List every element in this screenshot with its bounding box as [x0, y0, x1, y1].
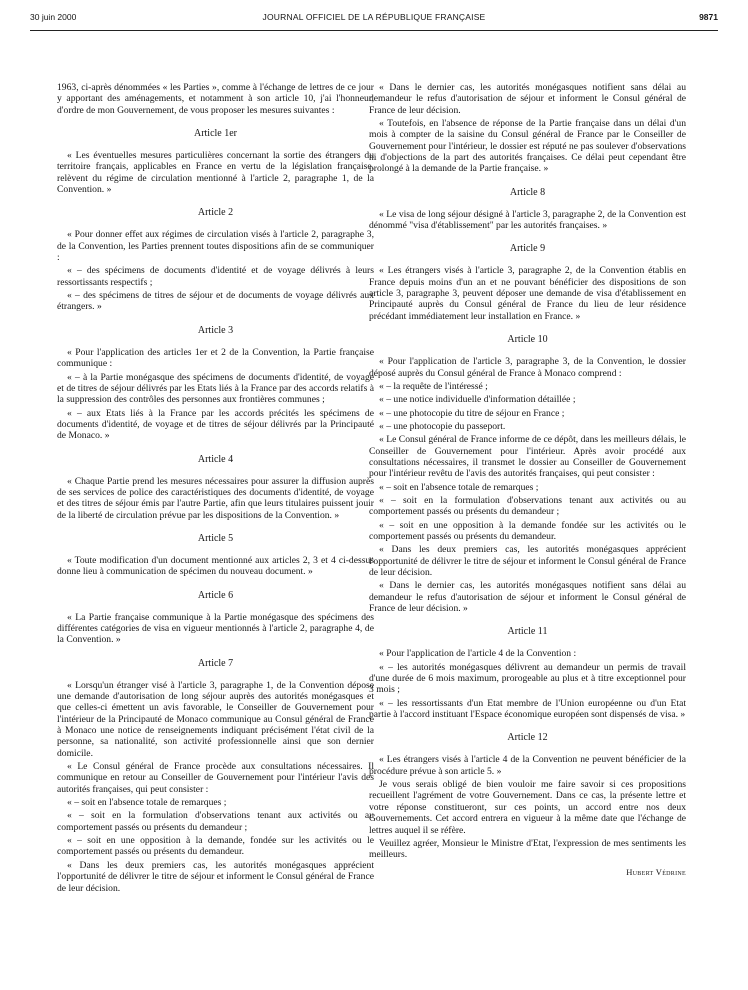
- paragraph: Veuillez agréer, Monsieur le Ministre d'Etat, l'expression de mes sentiments les meilleurs.: [369, 837, 686, 861]
- article-heading: Article 12: [507, 732, 548, 744]
- article-heading: Article 2: [197, 207, 234, 219]
- paragraph: « – soit en l'absence totale de remarques ;: [379, 481, 539, 493]
- article-heading: Article 4: [197, 453, 234, 465]
- paragraph: « Le Consul général de France procède aux consultations nécessaires. Il communique en retour au Conseiller de Gouvernement pour l'intérieur l'avis des autorités françaises, qui peut consister :: [57, 761, 374, 795]
- paragraph: « – des spécimens de titres de séjour et de documents de voyage délivrés aux étrangers. »: [57, 290, 374, 313]
- paragraph: « La Partie française communique à la Partie monégasque des spécimens des différentes catégories de visa en vigueur mentionnés à l'article 2, paragraphe 4, de la Convention. »: [57, 611, 374, 646]
- paragraph: « Dans le dernier cas, les autorités monégasques notifient sans délai au demandeur le refus d'autorisation de séjour et informent le Consul général de France de leur décision. »: [369, 580, 686, 615]
- paragraph: « Dans les deux premiers cas, les autorités monégasques apprécient l'opportunité de délivrer le titre de séjour et informent le Consul général de France de leur décision.: [369, 544, 686, 578]
- article-heading: Article 8: [509, 186, 546, 198]
- paragraph: « – la requête de l'intéressé ;: [379, 380, 488, 392]
- article-heading: Article 1er: [193, 128, 238, 140]
- paragraph: « – soit en la formulation d'observations tenant aux activités ou au comportement passés ou présents du demandeur ;: [369, 494, 686, 518]
- paragraph: « – les autorités monégasques délivrent au demandeur un permis de travail d'une durée de 6 mois maximum, prorogeable au plus et à titre exceptionnel pour 3 mois ;: [369, 661, 686, 696]
- signature: Hubert Védrine: [626, 866, 686, 877]
- right-column: [369, 82, 686, 878]
- paragraph: « Lorsqu'un étranger visé à l'article 3, paragraphe 1, de la Convention dépose une demande d'autorisation de long séjour auprès des autorités monégasques et que celles-ci émettent un avis favorable, le Conseiller de Gouvernement pour l'intérieur de la Principauté de Monaco communique au Consul général de France à Monaco une notice de renseignements indiquant précisément l'état civil de la personne, sa nationalité, son activité professionnelle ainsi que son dernier domicile.: [57, 679, 374, 759]
- paragraph: « – des spécimens de documents d'identité et de voyage délivrés à leurs ressortissants respectifs ;: [57, 265, 374, 288]
- paragraph: « – une photocopie du passeport.: [379, 420, 506, 432]
- paragraph: « Toute modification d'un document mentionné aux articles 2, 3 et 4 ci-dessus donne lieu à communication de spécimen du nouveau document. »: [57, 554, 374, 578]
- paragraph: « – aux Etats liés à la France par les accords précités les spécimens de documents d'identité, de voyage et de titres de séjour délivrés par la Principauté de Monaco. »: [57, 407, 374, 442]
- page-header: [30, 12, 718, 26]
- header-rule: [30, 30, 718, 31]
- article-heading: Article 10: [507, 334, 548, 346]
- header-journal-title: JOURNAL OFFICIEL DE LA RÉPUBLIQUE FRANÇAISE: [262, 12, 486, 22]
- article-heading: Article 5: [197, 532, 234, 544]
- article-heading: Article 6: [197, 589, 234, 601]
- paragraph: « – une photocopie du titre de séjour en France ;: [379, 407, 565, 419]
- paragraph: 1963, ci-après dénommées « les Parties », comme à l'échange de lettres de ce jour y apportant des aménagements, et notamment à son article 10, j'ai l'honneur, d'ordre de mon Gouvernement, de vous proposer les mesures suivantes :: [57, 82, 374, 116]
- paragraph: « Les étrangers visés à l'article 3, paragraphe 2, de la Convention établis en France depuis moins d'un an et ne pouvant bénéficier des dispositions de son article 3, paragraphe 3, peuvent déposer une demande de visa d'établissement en Principauté auprès du Consul général de France du lieu de leur résidence précédant immédiatement leur installation en France. »: [369, 265, 686, 322]
- paragraph: « Chaque Partie prend les mesures nécessaires pour assurer la diffusion auprès de ses services de police des caractéristiques des documents d'identité, de voyage et des titres de séjour émis par l'autre Partie, afin que leurs titulaires puissent jouir de la liberté de circulation prévue par les dispositions de la Convention. »: [57, 475, 374, 521]
- article-heading: Article 11: [507, 626, 548, 638]
- article-heading: Article 3: [197, 324, 234, 336]
- paragraph: « Le Consul général de France informe de ce dépôt, dans les meilleurs délais, le Conseiller de Gouvernement pour l'intérieur. Après avoir procédé aux consultations nécessaires, il transmet le dossier au Conseiller de Gouvernement pour l'intérieur revêtu de l'avis des autorités françaises, qui peut consister :: [369, 434, 686, 480]
- paragraph: « – à la Partie monégasque des spécimens de documents d'identité, de voyage et de titres de séjour délivrés par les Etats liés à la France par des accords relatifs à la suppression des contrôles des personnes aux frontières communes ;: [57, 371, 374, 406]
- paragraph: « – les ressortissants d'un Etat membre de l'Union européenne ou d'un Etat partie à l'accord instituant l'Espace économique européen sont dispensés de visa. »: [369, 697, 686, 721]
- paragraph: « Pour l'application de l'article 4 de la Convention :: [379, 648, 577, 660]
- paragraph: « Pour l'application de l'article 3, paragraphe 3, de la Convention, le dossier déposé auprès du Consul général de France à Monaco comprend :: [369, 356, 686, 379]
- header-page-number: 9871: [699, 12, 718, 22]
- paragraph: « Dans les deux premiers cas, les autorités monégasques apprécient l'opportunité de délivrer le titre de séjour et informent le Consul général de France de leur décision.: [57, 859, 374, 894]
- paragraph: « Dans le dernier cas, les autorités monégasques notifient sans délai au demandeur le refus d'autorisation de séjour et informent le Consul général de France de leur décision.: [369, 82, 686, 116]
- left-column: [57, 82, 374, 896]
- paragraph: Je vous serais obligé de bien vouloir me faire savoir si ces propositions recueillent l'agrément de votre Gouvernement. Dans ce cas, la présente lettre et votre réponse constitueront, sur ces points, un accord entre nos deux Gouvernements. Cet accord entrera en vigueur à la même date que l'échange de lettres auquel il se réfère.: [369, 779, 686, 836]
- paragraph: « – soit en une opposition à la demande, fondée sur les activités ou le comportement passés ou présents du demandeur.: [57, 835, 374, 858]
- article-heading: Article 9: [509, 243, 546, 255]
- paragraph: « Le visa de long séjour désigné à l'article 3, paragraphe 2, de la Convention est dénommé "visa d'établissement" par les autorités françaises. »: [369, 208, 686, 232]
- paragraph: « – soit en la formulation d'observations tenant aux activités ou au comportement passés ou présents du demandeur ;: [57, 810, 374, 833]
- article-heading: Article 7: [197, 657, 234, 669]
- header-date: 30 juin 2000: [30, 12, 77, 22]
- paragraph: « Pour l'application des articles 1er et 2 de la Convention, la Partie française communique :: [57, 346, 374, 370]
- paragraph: « Les éventuelles mesures particulières concernant la sortie des étrangers du territoire français, applicables en France en vertu de la législation française, relèvent du régime de circulation mentionné à l'article 2, paragraphe 1, de la Convention. »: [57, 150, 374, 196]
- paragraph: « Toutefois, en l'absence de réponse de la Partie française dans un délai d'un mois à compter de la saisine du Consul général de France par le Conseiller de Gouvernement pour l'intérieur, le dossier est réputé ne pas soulever d'observations ni d'objections de la part des autorités françaises. Ce délai peut cependant être prolongé à la demande de la Partie française. »: [369, 118, 686, 175]
- paragraph: « Pour donner effet aux régimes de circulation visés à l'article 2, paragraphe 3, de la Convention, les Parties prennent toutes dispositions afin de se communiquer :: [57, 229, 374, 264]
- paragraph: « – une notice individuelle d'information détaillée ;: [379, 394, 576, 406]
- paragraph: « – soit en l'absence totale de remarques ;: [67, 797, 227, 809]
- paragraph: « – soit en une opposition à la demande fondée sur les activités ou le comportement passés ou présents du demandeur.: [369, 519, 686, 542]
- paragraph: « Les étrangers visés à l'article 4 de la Convention ne peuvent bénéficier de la procédure prévue à son article 5. »: [369, 754, 686, 777]
